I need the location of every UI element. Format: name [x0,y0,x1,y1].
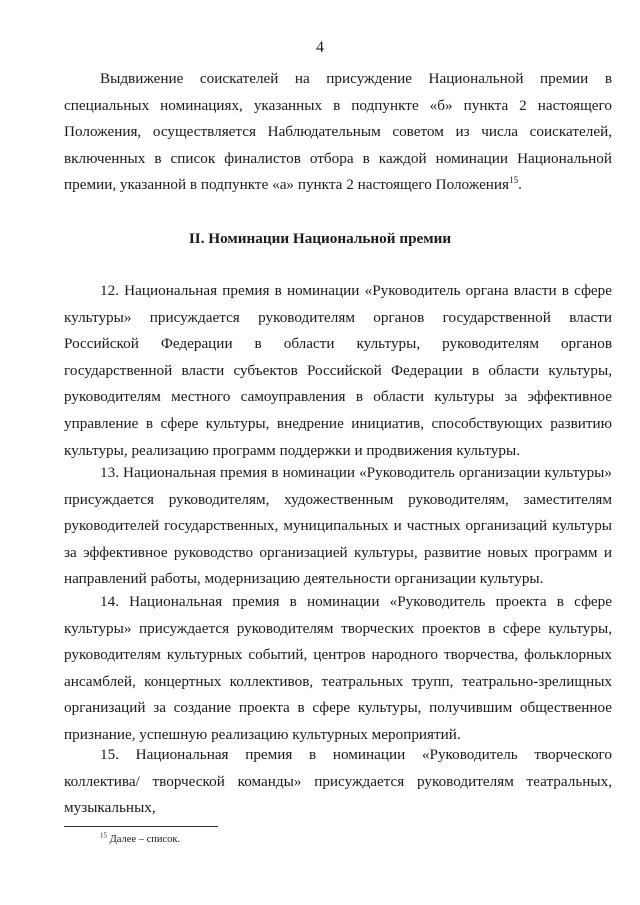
section-heading: II. Номинации Национальной премии [188,230,452,247]
paragraph-block-12 [64,278,612,464]
paragraph-block-14 [64,589,612,749]
page-number: 4 [316,39,324,56]
paragraph-15: 15. Национальная премия в номинации «Руководитель творческого коллектива/ творческой команды» присуждается руководителям театральных, музыкальных, [64,746,612,817]
footnote-text: Далее – список. [107,834,181,845]
intro-paragraph-text: Выдвижение соискателей на присуждение Национальной премии в специальных номинациях, указанных в подпункте «б» пункта 2 настоящего Положения, осуществляется Наблюдательным советом из числа соискателей, включенных в список финалистов отбора в каждой номинации Национальной премии, указанной в подпункте «а» пункта 2 настоящего Положения [64,70,612,194]
intro-paragraph-end: . [518,176,522,194]
intro-paragraph-block [64,66,612,199]
footnote-reference: 15 [509,175,519,186]
footnote-number: 15 [100,831,107,840]
paragraph-12: 12. Национальная премия в номинации «Руководитель органа власти в сфере культуры» присуждается руководителям органов государственной власти Российской Федерации в области культуры, руководителям органов государственной власти субъектов Российской Федерации в области культуры, руководителям местного самоуправления в области культуры за эффективное управление в сфере культуры, внедрение инициатив, способствующих развитию культуры, реализацию программ поддержки и продвижения культуры. [64,282,612,459]
paragraph-block-15 [64,742,612,822]
intro-paragraph [64,66,612,199]
footnote-separator [64,826,218,827]
footnote [100,833,180,847]
paragraph-block-13 [64,460,612,593]
paragraph-14: 14. Национальная премия в номинации «Руководитель проекта в сфере культуры» присуждается руководителям творческих проектов в сфере культуры, руководителям культурных событий, центров народного творчества, фольклорных ансамблей, концертных коллективов, театральных трупп, театрально-зрелищных организаций за создание проекта в сфере культуры, получившим общественное признание, успешную реализацию культурных мероприятий. [64,593,612,743]
paragraph-13: 13. Национальная премия в номинации «Руководитель организации культуры» присуждается руководителям, художественным руководителям, заместителям руководителей государственных, муниципальных и частных организаций культуры за эффективное руководство организацией культуры, развитие новых программ и направлений работы, модернизацию деятельности организации культуры. [64,464,612,588]
